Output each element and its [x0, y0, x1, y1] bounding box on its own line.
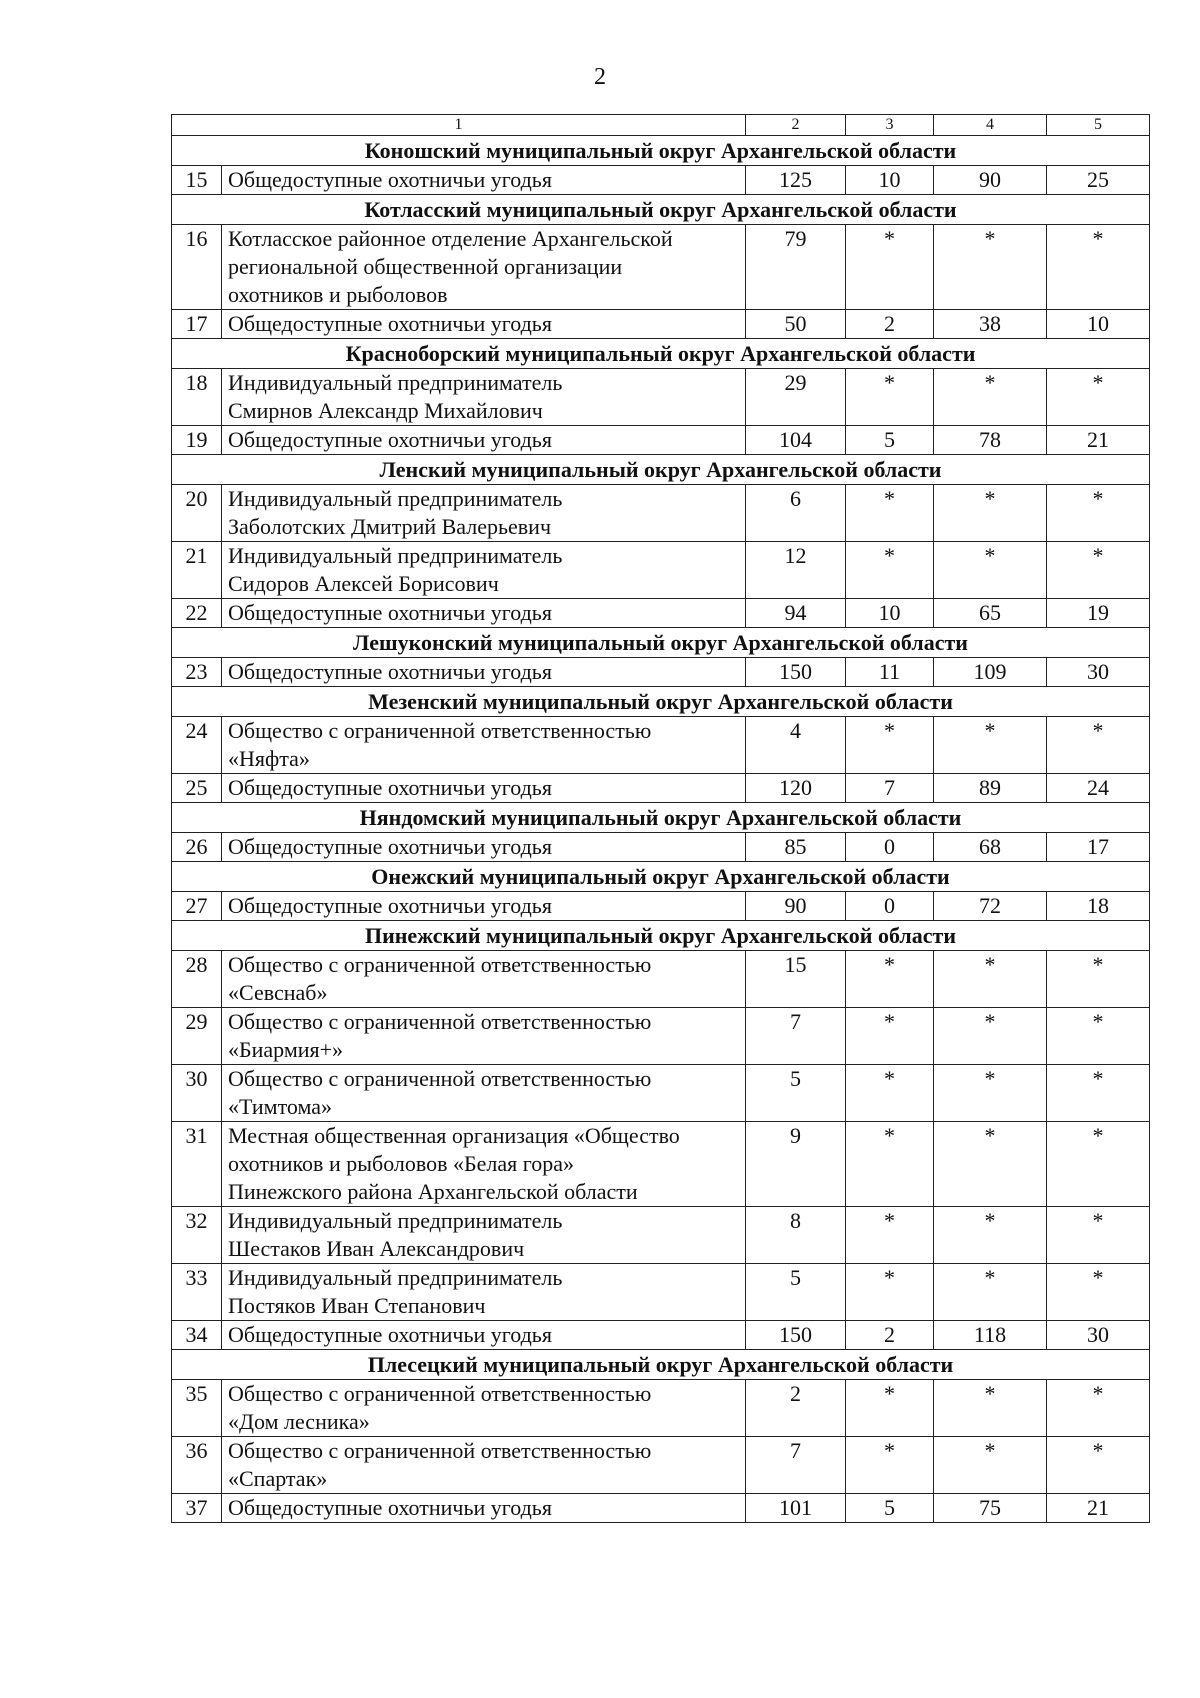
row-number: 31 — [172, 1122, 222, 1207]
section-heading-row — [172, 628, 1150, 658]
value-col-2: 104 — [746, 426, 846, 455]
row-number: 25 — [172, 774, 222, 803]
value-col-3: 10 — [846, 599, 934, 628]
holder-name-line: Общедоступные охотничьи угодья — [228, 311, 552, 336]
table-row — [172, 717, 1150, 774]
row-number: 30 — [172, 1065, 222, 1122]
header-col-5: 5 — [1047, 115, 1150, 136]
value-col-4: * — [934, 1008, 1047, 1065]
holder-name-line: «Биармия+» — [228, 1037, 344, 1062]
value-col-2: 94 — [746, 599, 846, 628]
holder-name-line: охотников и рыболовов — [228, 282, 448, 307]
holder-name-line: Пинежского района Архангельской области — [228, 1179, 638, 1204]
table-row — [172, 166, 1150, 195]
table-row — [172, 658, 1150, 687]
value-col-4: * — [934, 951, 1047, 1008]
value-col-5: 18 — [1047, 892, 1150, 921]
value-col-2: 2 — [746, 1380, 846, 1437]
value-col-4: 65 — [934, 599, 1047, 628]
row-number: 16 — [172, 225, 222, 310]
value-col-5: 30 — [1047, 658, 1150, 687]
value-col-3: * — [846, 717, 934, 774]
value-col-5: * — [1047, 1207, 1150, 1264]
value-col-2: 12 — [746, 542, 846, 599]
value-col-4: * — [934, 542, 1047, 599]
section-title: Котласский муниципальный округ Архангельской области — [172, 195, 1150, 225]
value-col-3: 7 — [846, 774, 934, 803]
value-col-3: * — [846, 1380, 934, 1437]
holder-name-line: региональной общественной организации — [228, 254, 623, 279]
value-col-4: * — [934, 1065, 1047, 1122]
value-col-3: * — [846, 1207, 934, 1264]
holder-name — [222, 951, 746, 1008]
value-col-5: * — [1047, 225, 1150, 310]
holder-name — [222, 1065, 746, 1122]
value-col-5: 10 — [1047, 310, 1150, 339]
value-col-2: 79 — [746, 225, 846, 310]
section-title: Онежский муниципальный округ Архангельской области — [172, 862, 1150, 892]
value-col-4: 109 — [934, 658, 1047, 687]
holder-name — [222, 1264, 746, 1321]
row-number: 28 — [172, 951, 222, 1008]
value-col-5: * — [1047, 1008, 1150, 1065]
holder-name-line: Индивидуальный предприниматель — [228, 486, 563, 511]
row-number: 19 — [172, 426, 222, 455]
holder-name — [222, 369, 746, 426]
value-col-2: 50 — [746, 310, 846, 339]
table-row — [172, 1008, 1150, 1065]
table-row — [172, 485, 1150, 542]
table-body — [172, 115, 1150, 1523]
value-col-4: * — [934, 369, 1047, 426]
holder-name — [222, 166, 746, 195]
section-title: Няндомский муниципальный округ Архангельской области — [172, 803, 1150, 833]
holder-name-line: Общедоступные охотничьи угодья — [228, 659, 552, 684]
value-col-4: 38 — [934, 310, 1047, 339]
value-col-3: 10 — [846, 166, 934, 195]
row-number: 17 — [172, 310, 222, 339]
row-number: 18 — [172, 369, 222, 426]
section-heading-row — [172, 687, 1150, 717]
value-col-5: * — [1047, 1065, 1150, 1122]
value-col-2: 5 — [746, 1065, 846, 1122]
section-heading-row — [172, 455, 1150, 485]
table-row — [172, 310, 1150, 339]
value-col-5: 19 — [1047, 599, 1150, 628]
holder-name-line: «Няфта» — [228, 746, 310, 771]
holder-name-line: Котласское районное отделение Архангельской — [228, 226, 673, 251]
value-col-3: * — [846, 542, 934, 599]
table-row — [172, 542, 1150, 599]
holder-name-line: Общедоступные охотничьи угодья — [228, 775, 552, 800]
value-col-4: * — [934, 717, 1047, 774]
table-row — [172, 225, 1150, 310]
holder-name-line: Постяков Иван Степанович — [228, 1293, 486, 1318]
value-col-5: * — [1047, 717, 1150, 774]
row-number: 29 — [172, 1008, 222, 1065]
holder-name — [222, 717, 746, 774]
value-col-3: 0 — [846, 892, 934, 921]
holder-name-line: Общество с ограниченной ответственностью — [228, 1009, 652, 1034]
table-row — [172, 774, 1150, 803]
holder-name — [222, 892, 746, 921]
value-col-3: 5 — [846, 426, 934, 455]
value-col-2: 8 — [746, 1207, 846, 1264]
value-col-5: * — [1047, 542, 1150, 599]
row-number: 36 — [172, 1437, 222, 1494]
row-number: 33 — [172, 1264, 222, 1321]
section-heading-row — [172, 803, 1150, 833]
holder-name-line: Общество с ограниченной ответственностью — [228, 718, 652, 743]
value-col-4: 89 — [934, 774, 1047, 803]
holder-name — [222, 833, 746, 862]
section-title: Пинежский муниципальный округ Архангельской области — [172, 921, 1150, 951]
section-heading-row — [172, 339, 1150, 369]
value-col-2: 85 — [746, 833, 846, 862]
value-col-4: 78 — [934, 426, 1047, 455]
section-title: Плесецкий муниципальный округ Архангельской области — [172, 1350, 1150, 1380]
section-title: Мезенский муниципальный округ Архангельской области — [172, 687, 1150, 717]
value-col-4: * — [934, 1380, 1047, 1437]
section-heading-row — [172, 1350, 1150, 1380]
value-col-3: 2 — [846, 1321, 934, 1350]
table-row — [172, 1207, 1150, 1264]
holder-name — [222, 1321, 746, 1350]
holder-name-line: Шестаков Иван Александрович — [228, 1236, 525, 1261]
value-col-4: 68 — [934, 833, 1047, 862]
value-col-3: * — [846, 225, 934, 310]
allocation-table — [171, 114, 1150, 1523]
section-heading-row — [172, 136, 1150, 166]
holder-name — [222, 1207, 746, 1264]
table-row — [172, 599, 1150, 628]
table-row — [172, 426, 1150, 455]
value-col-3: 2 — [846, 310, 934, 339]
value-col-5: * — [1047, 485, 1150, 542]
table-row — [172, 1065, 1150, 1122]
table-row — [172, 369, 1150, 426]
value-col-3: 5 — [846, 1494, 934, 1523]
value-col-4: * — [934, 1264, 1047, 1321]
holder-name — [222, 225, 746, 310]
value-col-3: 11 — [846, 658, 934, 687]
value-col-2: 150 — [746, 658, 846, 687]
value-col-5: 24 — [1047, 774, 1150, 803]
holder-name — [222, 774, 746, 803]
holder-name-line: Общедоступные охотничьи угодья — [228, 427, 552, 452]
holder-name — [222, 658, 746, 687]
holder-name — [222, 1437, 746, 1494]
value-col-2: 90 — [746, 892, 846, 921]
table-row — [172, 951, 1150, 1008]
value-col-5: 17 — [1047, 833, 1150, 862]
value-col-4: * — [934, 1207, 1047, 1264]
holder-name-line: Общедоступные охотничьи угодья — [228, 1322, 552, 1347]
holder-name — [222, 426, 746, 455]
header-col-4: 4 — [934, 115, 1047, 136]
section-title: Ленский муниципальный округ Архангельской области — [172, 455, 1150, 485]
holder-name-line: Общедоступные охотничьи угодья — [228, 1495, 552, 1520]
holder-name-line: Общедоступные охотничьи угодья — [228, 600, 552, 625]
holder-name-line: «Тимтома» — [228, 1094, 333, 1119]
holder-name — [222, 1008, 746, 1065]
holder-name-line: «Дом лесника» — [228, 1409, 370, 1434]
holder-name-line: Общество с ограниченной ответственностью — [228, 1381, 652, 1406]
value-col-2: 7 — [746, 1437, 846, 1494]
row-number: 27 — [172, 892, 222, 921]
row-number: 15 — [172, 166, 222, 195]
holder-name-line: Сидоров Алексей Борисович — [228, 571, 499, 596]
section-title: Лешуконский муниципальный округ Архангельской области — [172, 628, 1150, 658]
value-col-4: * — [934, 1122, 1047, 1207]
value-col-2: 4 — [746, 717, 846, 774]
holder-name — [222, 542, 746, 599]
holder-name-line: Индивидуальный предприниматель — [228, 370, 563, 395]
value-col-4: 75 — [934, 1494, 1047, 1523]
holder-name-line: Общедоступные охотничьи угодья — [228, 167, 552, 192]
value-col-5: * — [1047, 1264, 1150, 1321]
holder-name — [222, 485, 746, 542]
row-number: 24 — [172, 717, 222, 774]
holder-name-line: Общество с ограниченной ответственностью — [228, 952, 652, 977]
value-col-5: 30 — [1047, 1321, 1150, 1350]
header-col-3: 3 — [846, 115, 934, 136]
holder-name-line: Индивидуальный предприниматель — [228, 1265, 563, 1290]
table-row — [172, 833, 1150, 862]
table-row — [172, 1380, 1150, 1437]
holder-name — [222, 1494, 746, 1523]
value-col-3: * — [846, 1122, 934, 1207]
value-col-3: * — [846, 1264, 934, 1321]
value-col-3: * — [846, 1008, 934, 1065]
section-title: Красноборский муниципальный округ Архангельской области — [172, 339, 1150, 369]
row-number: 21 — [172, 542, 222, 599]
value-col-2: 101 — [746, 1494, 846, 1523]
table-row — [172, 1264, 1150, 1321]
page-number: 2 — [594, 64, 606, 90]
header-col-2: 2 — [746, 115, 846, 136]
value-col-2: 15 — [746, 951, 846, 1008]
holder-name-line: Индивидуальный предприниматель — [228, 1208, 563, 1233]
holder-name — [222, 1380, 746, 1437]
value-col-2: 29 — [746, 369, 846, 426]
row-number: 32 — [172, 1207, 222, 1264]
value-col-4: 72 — [934, 892, 1047, 921]
value-col-5: * — [1047, 951, 1150, 1008]
row-number: 20 — [172, 485, 222, 542]
section-title: Коношский муниципальный округ Архангельской области — [172, 136, 1150, 166]
holder-name-line: «Спартак» — [228, 1466, 328, 1491]
value-col-5: 21 — [1047, 426, 1150, 455]
row-number: 22 — [172, 599, 222, 628]
holder-name-line: «Севснаб» — [228, 980, 328, 1005]
section-heading-row — [172, 862, 1150, 892]
row-number: 34 — [172, 1321, 222, 1350]
table-row — [172, 1437, 1150, 1494]
value-col-5: * — [1047, 1122, 1150, 1207]
holder-name-line: Индивидуальный предприниматель — [228, 543, 563, 568]
row-number: 26 — [172, 833, 222, 862]
table-row — [172, 1122, 1150, 1207]
holder-name — [222, 310, 746, 339]
value-col-3: * — [846, 1065, 934, 1122]
table-row — [172, 1321, 1150, 1350]
value-col-3: * — [846, 369, 934, 426]
holder-name-line: Общедоступные охотничьи угодья — [228, 893, 552, 918]
value-col-5: * — [1047, 1437, 1150, 1494]
value-col-4: * — [934, 225, 1047, 310]
section-heading-row — [172, 195, 1150, 225]
value-col-5: 25 — [1047, 166, 1150, 195]
holder-name — [222, 1122, 746, 1207]
value-col-2: 5 — [746, 1264, 846, 1321]
holder-name-line: Общество с ограниченной ответственностью — [228, 1438, 652, 1463]
value-col-3: * — [846, 1437, 934, 1494]
value-col-5: * — [1047, 1380, 1150, 1437]
row-number: 37 — [172, 1494, 222, 1523]
column-number-header — [172, 115, 1150, 136]
value-col-4: * — [934, 485, 1047, 542]
value-col-2: 125 — [746, 166, 846, 195]
row-number: 35 — [172, 1380, 222, 1437]
value-col-2: 120 — [746, 774, 846, 803]
value-col-3: 0 — [846, 833, 934, 862]
holder-name-line: Заболотских Дмитрий Валерьевич — [228, 514, 552, 539]
value-col-4: 118 — [934, 1321, 1047, 1350]
value-col-2: 7 — [746, 1008, 846, 1065]
table-row — [172, 892, 1150, 921]
value-col-3: * — [846, 951, 934, 1008]
value-col-3: * — [846, 485, 934, 542]
value-col-2: 150 — [746, 1321, 846, 1350]
value-col-2: 6 — [746, 485, 846, 542]
holder-name — [222, 599, 746, 628]
section-heading-row — [172, 921, 1150, 951]
value-col-4: 90 — [934, 166, 1047, 195]
holder-name-line: охотников и рыболовов «Белая гора» — [228, 1151, 575, 1176]
holder-name-line: Общедоступные охотничьи угодья — [228, 834, 552, 859]
value-col-2: 9 — [746, 1122, 846, 1207]
row-number: 23 — [172, 658, 222, 687]
value-col-5: 21 — [1047, 1494, 1150, 1523]
value-col-4: * — [934, 1437, 1047, 1494]
value-col-5: * — [1047, 369, 1150, 426]
holder-name-line: Местная общественная организация «Общество — [228, 1123, 680, 1148]
holder-name-line: Смирнов Александр Михайлович — [228, 398, 543, 423]
header-col-1: 1 — [172, 115, 746, 136]
table-row — [172, 1494, 1150, 1523]
holder-name-line: Общество с ограниченной ответственностью — [228, 1066, 652, 1091]
